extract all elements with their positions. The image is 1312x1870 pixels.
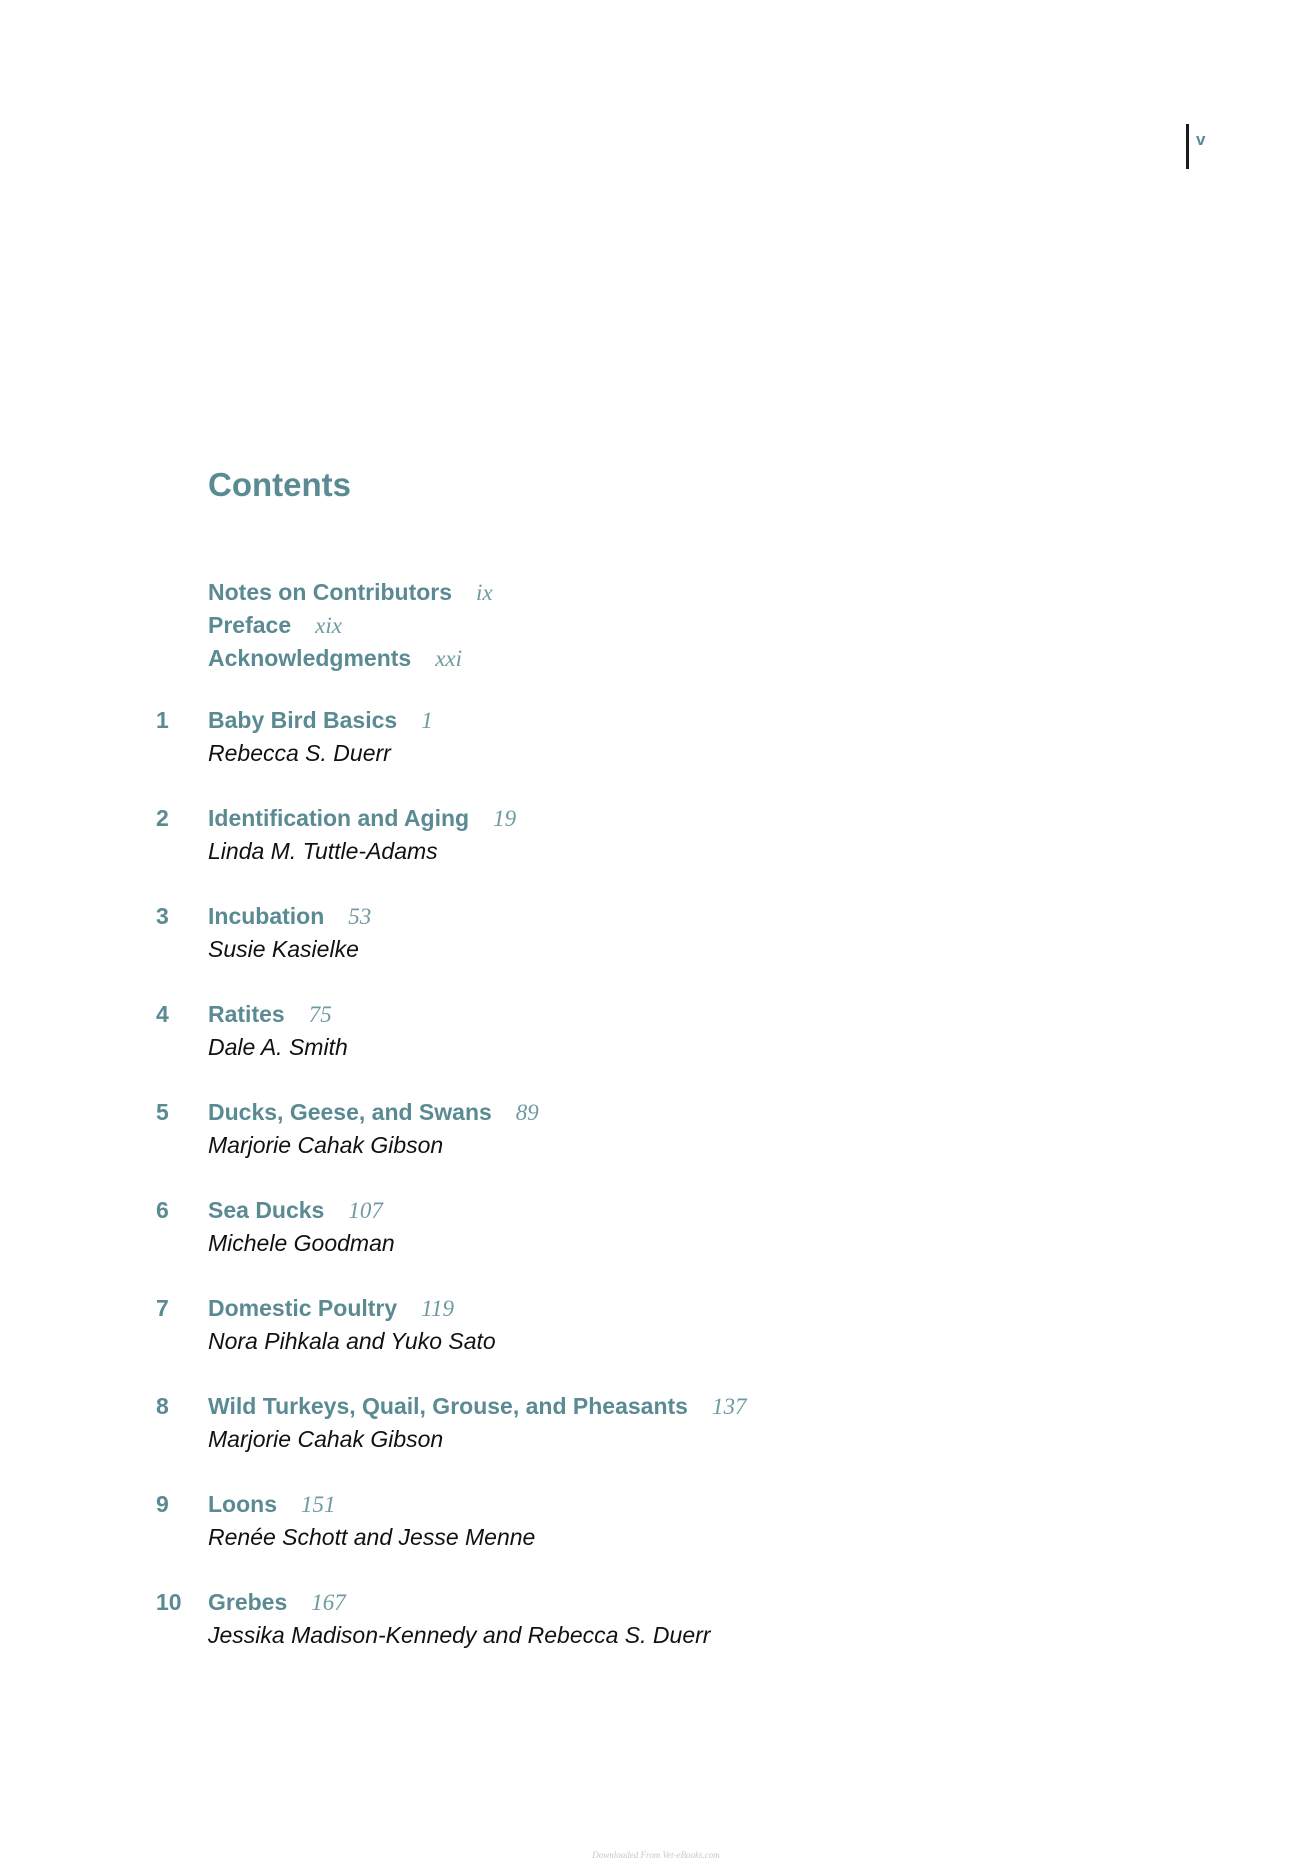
chapter-number: 3 [156, 903, 169, 929]
chapter-entry-9[interactable] [0, 1488, 1312, 1586]
chapter-title: Wild Turkeys, Quail, Grouse, and Pheasants [208, 1393, 688, 1419]
chapter-author: Marjorie Cahak Gibson [208, 1426, 444, 1452]
chapter-page: 167 [311, 1590, 346, 1615]
chapter-number: 9 [156, 1491, 169, 1517]
chapter-page: 1 [421, 708, 433, 733]
page-marker-rule [1186, 124, 1189, 169]
chapter-number: 4 [156, 1001, 169, 1027]
chapter-title: Grebes [208, 1589, 288, 1615]
chapter-title: Loons [208, 1491, 277, 1517]
chapter-title: Incubation [208, 903, 325, 929]
chapter-entry-3[interactable] [0, 900, 1312, 998]
front-matter-title: Notes on Contributors [208, 579, 453, 605]
chapter-author: Jessika Madison-Kennedy and Rebecca S. Duerr [208, 1622, 711, 1648]
front-matter-title: Preface [208, 612, 292, 638]
front-matter-item-acknowledgments[interactable] [208, 642, 493, 675]
chapter-entry-5[interactable] [0, 1096, 1312, 1194]
chapter-number: 5 [156, 1099, 169, 1125]
front-matter-page: xxi [435, 646, 463, 671]
chapter-entry-8[interactable] [0, 1390, 1312, 1488]
chapter-author: Dale A. Smith [208, 1034, 348, 1060]
chapter-number: 7 [156, 1295, 169, 1321]
chapter-number: 6 [156, 1197, 169, 1223]
chapter-page: 119 [421, 1296, 454, 1321]
chapter-entry-6[interactable] [0, 1194, 1312, 1292]
footer-watermark: Downloaded From Vet-eBooks.com [592, 1850, 720, 1860]
chapter-page: 75 [308, 1002, 332, 1027]
chapter-page: 137 [711, 1394, 747, 1419]
front-matter-title: Acknowledgments [208, 645, 412, 671]
chapter-page: 107 [348, 1198, 383, 1223]
front-matter-item-contributors[interactable] [208, 576, 493, 609]
front-matter-item-preface[interactable] [208, 609, 493, 642]
chapter-author: Susie Kasielke [208, 936, 359, 962]
chapter-title: Domestic Poultry [208, 1295, 398, 1321]
chapter-author: Linda M. Tuttle-Adams [208, 838, 438, 864]
front-matter-list [208, 576, 493, 675]
chapter-number: 8 [156, 1393, 169, 1419]
chapter-title: Ducks, Geese, and Swans [208, 1099, 492, 1125]
chapter-list [0, 704, 1312, 1684]
chapter-page: 89 [515, 1100, 539, 1125]
chapter-author: Renée Schott and Jesse Menne [208, 1524, 536, 1550]
chapter-author: Michele Goodman [208, 1230, 395, 1256]
chapter-title: Ratites [208, 1001, 285, 1027]
chapter-page: 19 [493, 806, 517, 831]
front-matter-page: xix [315, 613, 342, 638]
chapter-author: Marjorie Cahak Gibson [208, 1132, 444, 1158]
chapter-title: Identification and Aging [208, 805, 470, 831]
chapter-title: Sea Ducks [208, 1197, 325, 1223]
chapter-entry-1[interactable] [0, 704, 1312, 802]
chapter-author: Rebecca S. Duerr [208, 740, 391, 766]
chapter-number: 2 [156, 805, 169, 831]
chapter-number: 10 [156, 1589, 182, 1615]
chapter-page: 151 [301, 1492, 336, 1517]
chapter-entry-7[interactable] [0, 1292, 1312, 1390]
chapter-entry-2[interactable] [0, 802, 1312, 900]
chapter-author: Nora Pihkala and Yuko Sato [208, 1328, 496, 1354]
page-number: v [1196, 130, 1206, 149]
chapter-number: 1 [156, 707, 169, 733]
chapter-entry-4[interactable] [0, 998, 1312, 1096]
chapter-page: 53 [348, 904, 372, 929]
contents-title: Contents [208, 466, 351, 503]
chapter-entry-10[interactable] [0, 1586, 1312, 1684]
chapter-title: Baby Bird Basics [208, 707, 398, 733]
front-matter-page: ix [476, 580, 493, 605]
